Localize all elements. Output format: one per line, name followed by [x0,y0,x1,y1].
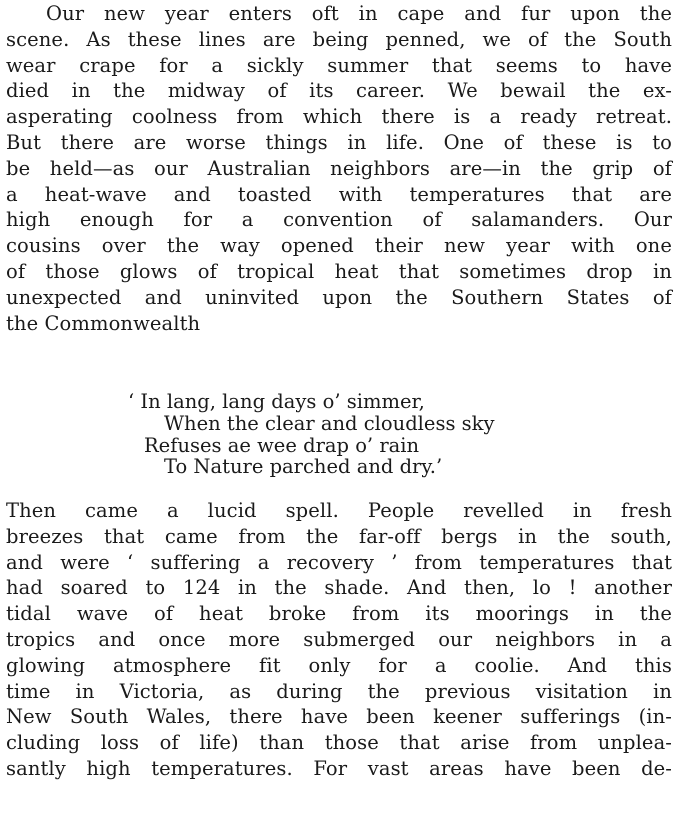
text-line: cousins over the way opened their new year with one [6,234,672,258]
text-line: scene. As these lines are being penned, we of the South [6,27,672,51]
text-line: high enough for a convention of salamanders. Our [6,208,672,232]
text-line: cluding loss of life) than those that arise from unplea- [6,731,672,755]
paragraph-heat-wave-intro [6,1,672,336]
text-line: tidal wave of heat broke from its moorings in the [6,602,672,626]
text-line: a heat-wave and toasted with temperatures that are [6,182,672,206]
text-line: New South Wales, there have been keener sufferings (in- [6,705,672,729]
text-line: unexpected and uninvited upon the Southern States of [6,285,672,309]
text-line: wear crape for a sickly summer that seems to have [6,53,672,77]
text-line: breezes that came from the far-off bergs in the south, [6,524,672,548]
text-line: had soared to 124 in the shade. And then, lo ! another [6,576,672,600]
text-line: the Commonwealth [6,311,201,335]
verse-line: Refuses ae wee drap o’ rain [144,433,420,457]
text-line: asperating coolness from which there is a ready retreat. [6,105,672,129]
text-line: Then came a lucid spell. People revelled in fresh [6,499,672,522]
verse-line: To Nature parched and dry.’ [164,455,443,479]
paragraph-lucid-spell [6,498,672,782]
text-line: and were ‘ suffering a recovery ’ from temperatures that [6,550,672,574]
text-line: time in Victoria, as during the previous visitation in [6,679,672,703]
text-line: glowing atmosphere fit only for a coolie. And this [6,653,672,677]
text-line: tropics and once more submerged our neighbors in a [6,627,672,651]
text-line: But there are worse things in life. One of these is to [6,130,672,154]
verse-line: When the clear and cloudless sky [164,411,495,435]
text-line: santly high temperatures. For vast areas have been de- [6,756,672,780]
quoted-verse [128,391,588,478]
verse-line: ‘ In lang, lang days o’ simmer, [128,390,425,413]
text-line: be held—as our Australian neighbors are—in the grip of [6,156,672,180]
text-line: Our new year enters oft in cape and fur upon the [46,2,672,25]
text-line: of those glows of tropical heat that sometimes drop in [6,259,672,283]
text-line: died in the midway of its career. We bewail the ex- [6,79,672,103]
